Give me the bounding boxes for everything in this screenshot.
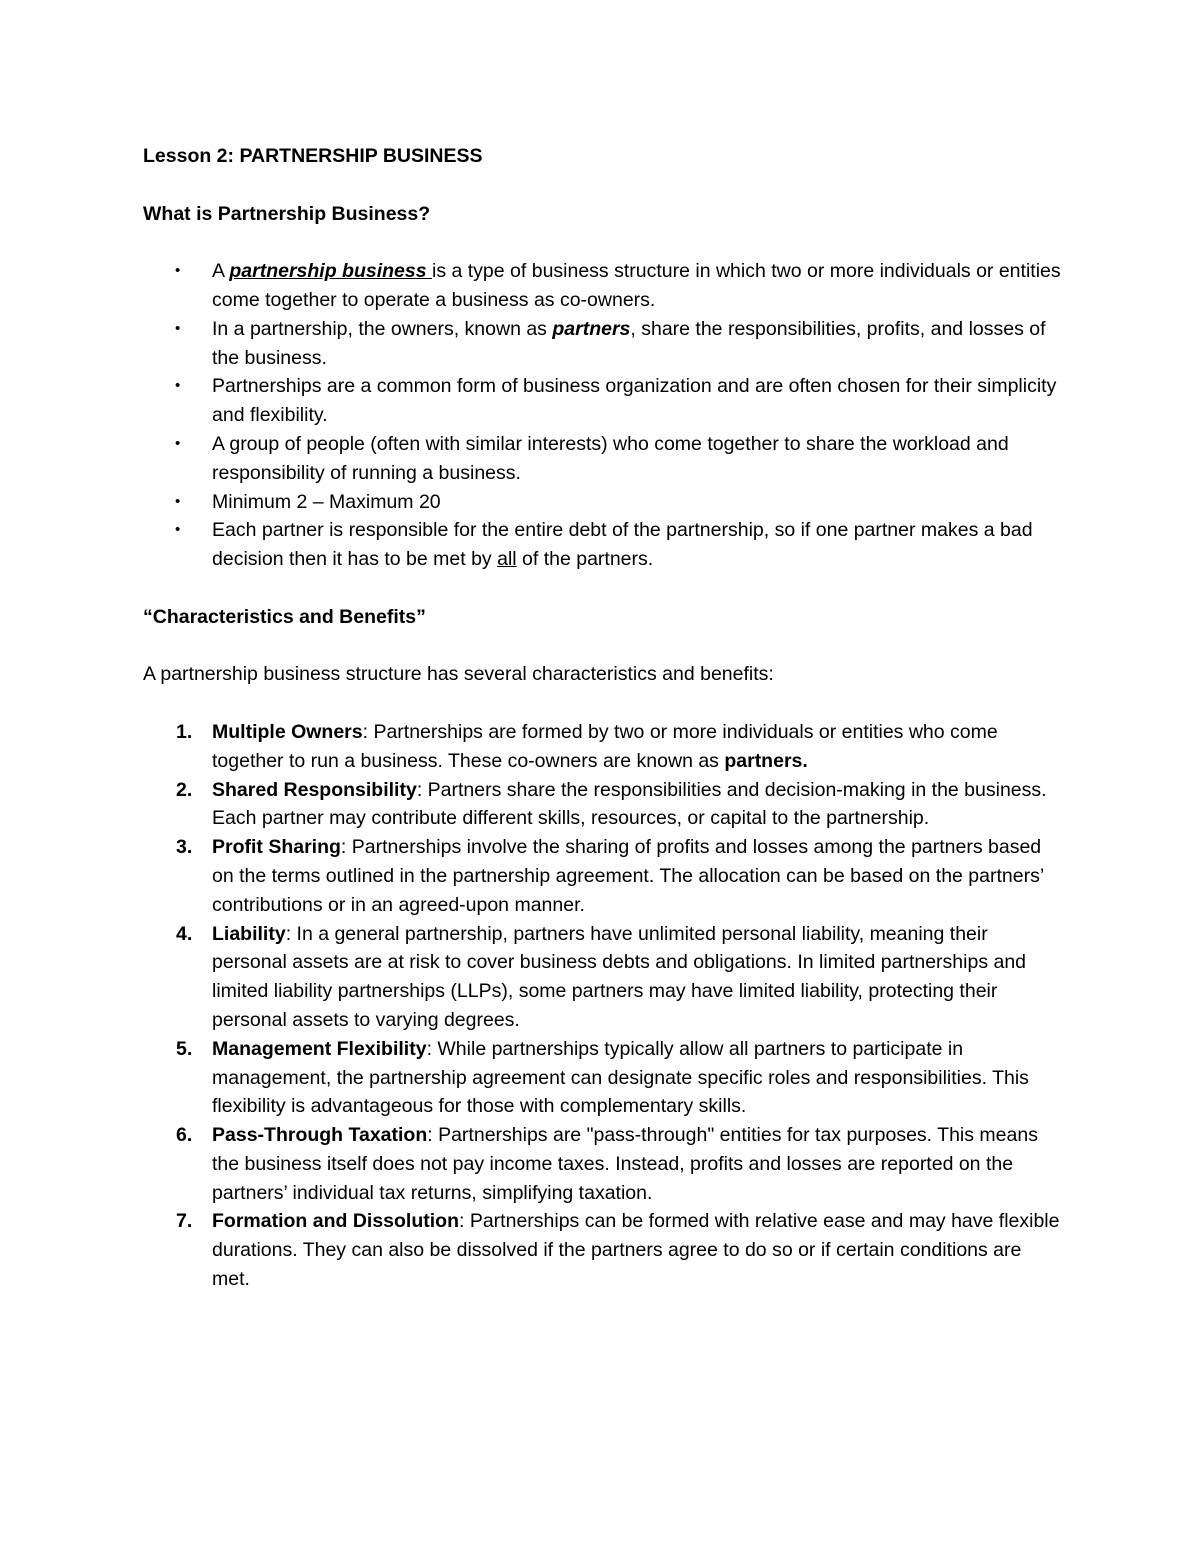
list-item [143, 1121, 1063, 1207]
list-item [143, 1207, 1063, 1293]
bullet-text: Partnerships are a common form of business organization and are often chosen for their simplicity and flexibility. [212, 375, 1057, 427]
list-item [143, 1035, 1063, 1121]
bullet-prefix: In a partnership, the owners, known as [212, 317, 553, 340]
list-item [143, 488, 1063, 517]
characteristics-heading: “Characteristics and Benefits” [143, 605, 426, 628]
bullet-prefix: Each partner is responsible for the entire debt of the partnership, so if one partner makes a bad decision then it has to be met by [212, 519, 1033, 571]
item-text: : Partnerships are formed by two or more individuals or entities who come together to run a business. These co-owners are known as [212, 720, 998, 772]
section-question: What is Partnership Business? [143, 202, 431, 225]
list-item [143, 718, 1063, 776]
list-item [143, 315, 1063, 373]
bullet-prefix: A [212, 260, 230, 283]
list-item [143, 833, 1063, 919]
characteristics-list [143, 718, 1063, 1294]
item-term: Multiple Owners [212, 720, 363, 743]
list-item [143, 430, 1063, 488]
item-number: 6. [176, 1124, 193, 1147]
item-term: Pass-Through Taxation [212, 1124, 428, 1147]
item-number: 3. [176, 836, 193, 859]
bullet-text: is a type of business structure in which two or more individuals or entities come together to operate a business as co-owners. [212, 260, 1061, 311]
list-item [143, 372, 1063, 430]
item-text: : While partnerships typically allow all partners to participate in management, the partnership agreement can designate specific roles and responsibilities. This flexibility is advantageous for those with complementary skills. [212, 1037, 1029, 1118]
item-number: 4. [176, 922, 193, 945]
list-item [143, 516, 1063, 574]
term-partnership-business: partnership business [229, 260, 432, 283]
item-bold-end: partners. [724, 749, 808, 772]
bullet-icon: • [175, 377, 181, 395]
bullet-text: Minimum 2 – Maximum 20 [212, 490, 441, 513]
bullet-icon: • [175, 319, 181, 337]
item-term: Profit Sharing [212, 836, 341, 859]
bullet-icon: • [175, 434, 181, 452]
item-text: : Partnerships involve the sharing of profits and losses among the partners based on the terms outlined in the partnership agreement. The allocation can be based on the partners’ contributions or in an agreed-upon manner. [212, 836, 1044, 916]
item-number: 5. [176, 1037, 193, 1060]
characteristics-intro: A partnership business structure has several characteristics and benefits: [143, 663, 774, 686]
item-number: 2. [176, 778, 193, 801]
definition-list [143, 257, 1063, 574]
item-term: Management Flexibility [212, 1037, 427, 1060]
list-item [143, 920, 1063, 1035]
bullet-icon: • [175, 492, 181, 510]
document-page [143, 142, 1063, 1294]
bullet-icon: • [175, 262, 181, 280]
item-number: 1. [176, 720, 193, 743]
list-item [143, 776, 1063, 834]
emphasis-all: all [497, 548, 517, 571]
list-item [143, 257, 1063, 315]
bullet-text: of the partners. [516, 548, 654, 571]
item-number: 7. [176, 1210, 193, 1233]
item-term: Formation and Dissolution [212, 1210, 459, 1233]
bullet-text: , share the responsibilities, profits, and losses of the business. [212, 317, 1046, 369]
item-term: Shared Responsibility [212, 778, 417, 801]
lesson-title: Lesson 2: PARTNERSHIP BUSINESS [143, 145, 483, 167]
bullet-icon: • [175, 521, 181, 539]
item-text: : Partnerships are "pass-through" entities for tax purposes. This means the business itself does not pay income taxes. Instead, profits and losses are reported on the partners’ individual tax returns, simplifying taxation. [212, 1124, 1038, 1204]
item-text: : Partners share the responsibilities and decision-making in the business. Each partner may contribute different skills, resources, or capital to the partnership. [212, 778, 1047, 830]
item-text: : In a general partnership, partners have unlimited personal liability, meaning their personal assets are at risk to cover business debts and obligations. In limited partnerships and limited liability partnerships (LLPs), some partners may have limited liability, protecting their personal assets to varying degrees. [212, 922, 1027, 1031]
term-partners: partners [552, 317, 631, 340]
item-term: Liability [212, 922, 286, 945]
item-text: : Partnerships can be formed with relative ease and may have flexible durations. They can also be dissolved if the partners agree to do so or if certain conditions are met. [212, 1210, 1060, 1291]
bullet-text: A group of people (often with similar interests) who come together to share the workload and responsibility of running a business. [212, 432, 1009, 484]
